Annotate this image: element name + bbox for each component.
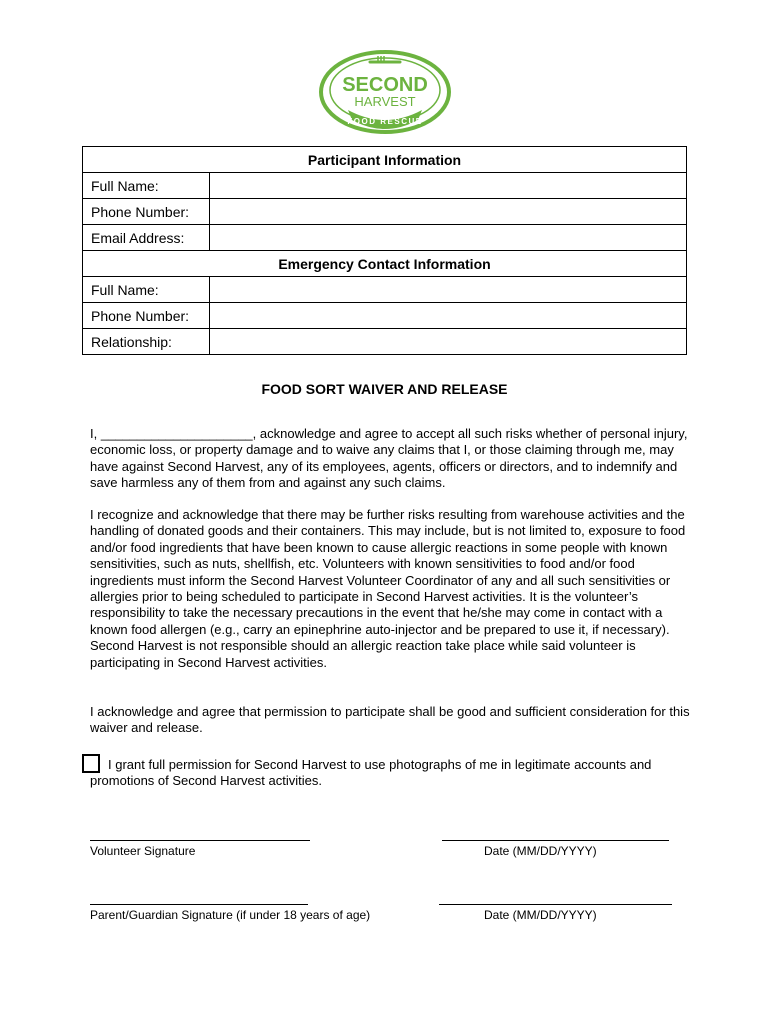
participant-phone-label: Phone Number: bbox=[83, 199, 210, 225]
emergency-header: Emergency Contact Information bbox=[83, 251, 687, 277]
second-harvest-logo bbox=[318, 50, 452, 136]
participant-email-label: Email Address: bbox=[83, 225, 210, 251]
waiver-paragraph-2: I recognize and acknowledge that there may be further risks resulting from warehouse activities and the handling of donated goods and their containers. This may include, but is not limited to, exposure to food and/or food ingredients that have been known to cause allergic reactions in some people with known sensitivities, such as nuts, shellfish, etc. Volunteers with known sensitivities to food and/or food ingredients must inform the Second Harvest Volunteer Coordinator of any and all such sensitivities or allergies prior to being scheduled to participate in Second Harvest activities. It is the volunteer’s responsibility to take the necessary precautions in the event that he/she may come in contact with a known food allergen (e.g., carry an epinephrine auto-injector and be prepared to use it, if necessary). Second Harvest is not responsible should an allergic reaction take place while said volunteer is participating in Second Harvest activities. bbox=[90, 507, 686, 670]
photo-permission-text: I grant full permission for Second Harvest to use photographs of me in legitimate accounts and promotions of Second Harvest activities. bbox=[90, 757, 652, 789]
date-line-2[interactable] bbox=[439, 904, 672, 905]
volunteer-signature-label: Volunteer Signature bbox=[90, 844, 196, 858]
waiver-title: FOOD SORT WAIVER AND RELEASE bbox=[261, 381, 508, 397]
logo-line-1: SECOND bbox=[342, 74, 428, 96]
participant-phone-field[interactable] bbox=[210, 199, 687, 225]
emergency-full-name-field[interactable] bbox=[210, 277, 687, 303]
logo-line-3: FOOD RESCUE bbox=[347, 117, 423, 126]
waiver-paragraph-1: I, _____________________, acknowledge and agree to accept all such risks whether of personal injury, economic loss, or property damage and to waive any claims that I, or those claiming through me, may have against Second Harvest, any of its employees, agents, officers or directors, and to indemnify and save harmless any of them from and against any such claims. bbox=[90, 426, 688, 491]
information-table bbox=[82, 146, 687, 355]
date-line-1[interactable] bbox=[442, 840, 669, 841]
photo-permission-checkbox[interactable] bbox=[82, 754, 100, 773]
logo-emblem bbox=[318, 50, 452, 136]
emergency-phone-label: Phone Number: bbox=[83, 303, 210, 329]
emergency-relationship-field[interactable] bbox=[210, 329, 687, 355]
participant-header: Participant Information bbox=[83, 147, 687, 173]
emergency-full-name-label: Full Name: bbox=[83, 277, 210, 303]
participant-phone-row bbox=[83, 199, 687, 225]
emergency-phone-field[interactable] bbox=[210, 303, 687, 329]
emergency-relationship-label: Relationship: bbox=[83, 329, 210, 355]
logo-line-2: HARVEST bbox=[354, 94, 416, 109]
participant-full-name-label: Full Name: bbox=[83, 173, 210, 199]
date-label-2: Date (MM/DD/YYYY) bbox=[484, 908, 597, 922]
waiver-paragraph-3: I acknowledge and agree that permission to participate shall be good and sufficient consideration for this waiver and release. bbox=[90, 704, 690, 736]
emergency-full-name-row bbox=[83, 277, 687, 303]
emergency-relationship-row bbox=[83, 329, 687, 355]
participant-full-name-field[interactable] bbox=[210, 173, 687, 199]
guardian-signature-line[interactable] bbox=[90, 904, 308, 905]
participant-email-field[interactable] bbox=[210, 225, 687, 251]
participant-header-row bbox=[83, 147, 687, 173]
emergency-phone-row bbox=[83, 303, 687, 329]
guardian-signature-label: Parent/Guardian Signature (if under 18 years of age) bbox=[90, 908, 371, 922]
photo-permission-block bbox=[90, 757, 690, 790]
date-label-1: Date (MM/DD/YYYY) bbox=[484, 844, 597, 858]
emergency-header-row bbox=[83, 251, 687, 277]
volunteer-signature-line[interactable] bbox=[90, 840, 310, 841]
participant-email-row bbox=[83, 225, 687, 251]
participant-full-name-row bbox=[83, 173, 687, 199]
